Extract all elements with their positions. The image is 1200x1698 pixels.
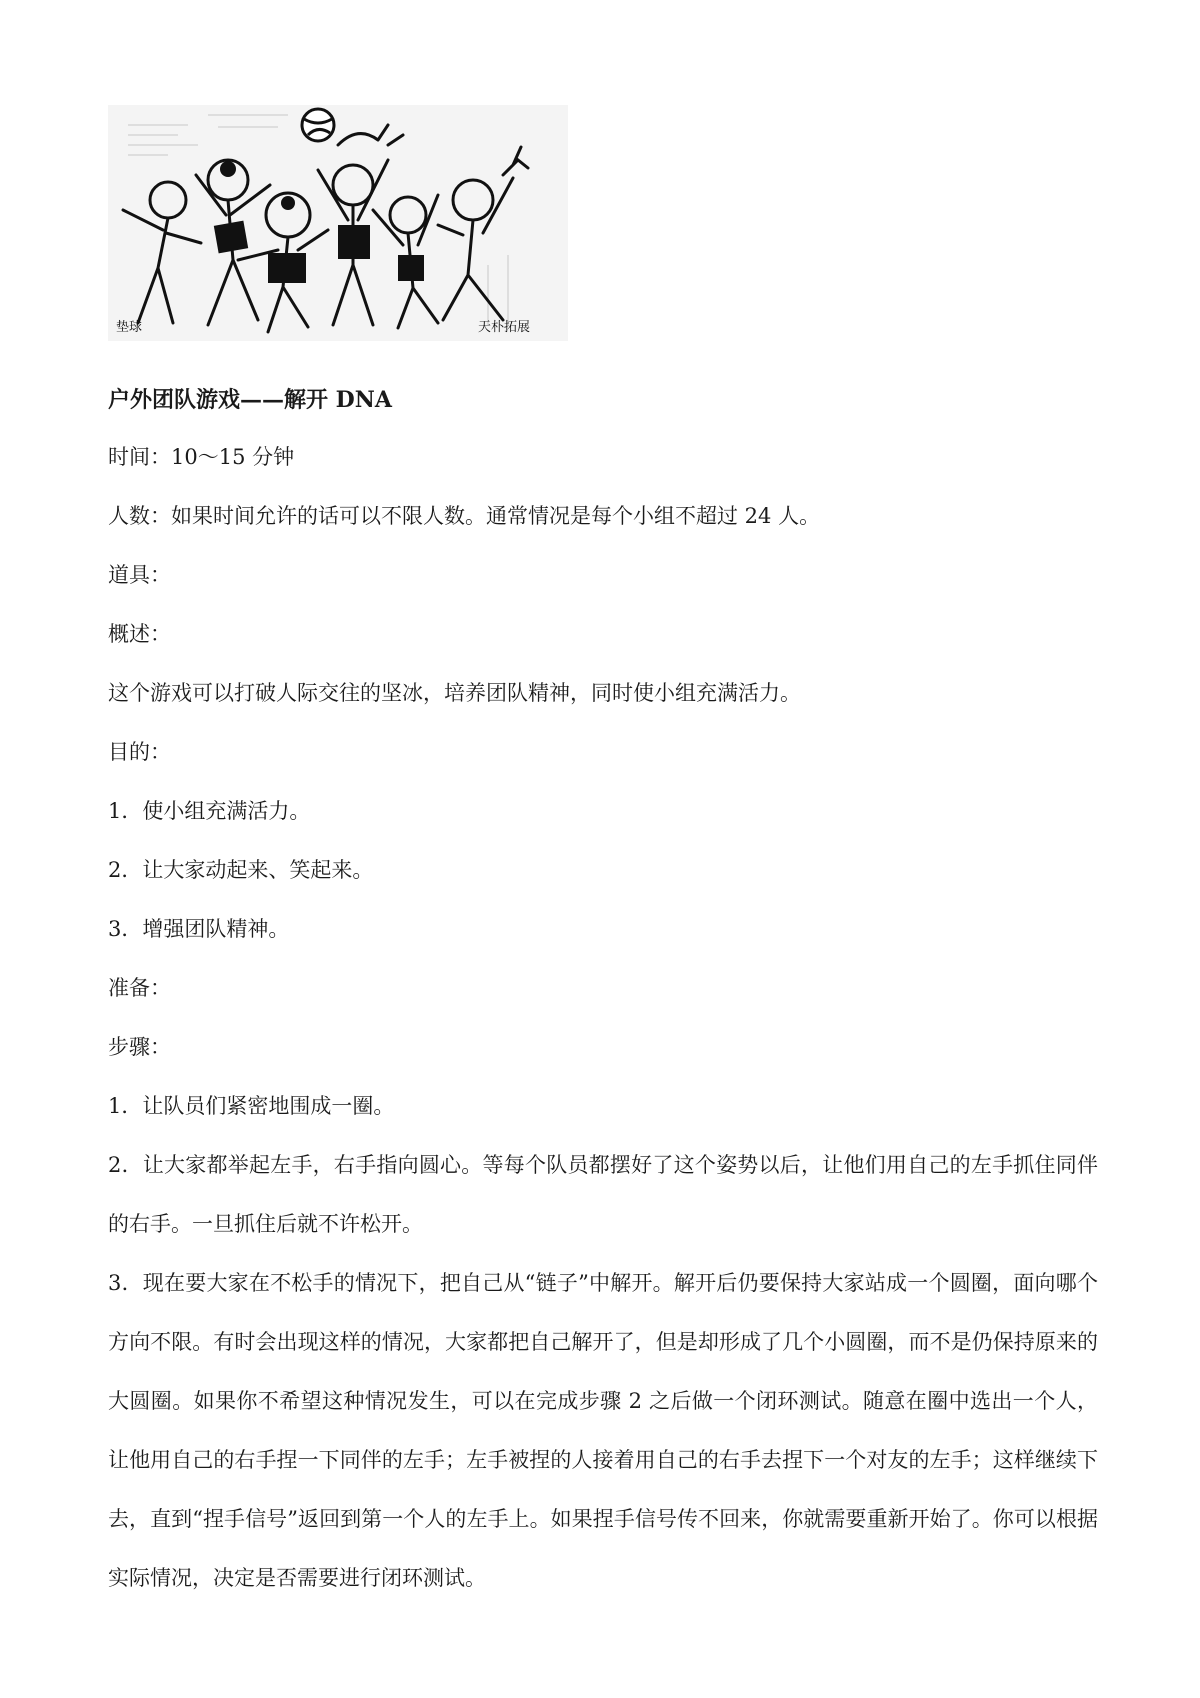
step-item: 1．让队员们紧密地围成一圈。 [108,1094,395,1118]
volleyball-cartoon-illustration [108,105,568,341]
ball [302,109,334,141]
caption-right: 天朴拓展 [478,320,531,335]
overview-text: 这个游戏可以打破人际交往的坚冰，培养团队精神，同时使小组充满活力。 [108,681,801,705]
people-line: 人数：如果时间允许的话可以不限人数。通常情况是每个小组不超过 24 人。 [108,504,821,528]
overview-label: 概述： [108,622,171,646]
prep-label: 准备： [108,976,171,1000]
document-body [108,372,1098,1608]
document-title: 户外团队游戏——解开 DNA [108,387,392,413]
cartoon-drawing [108,105,568,341]
steps-label: 步骤： [108,1035,171,1059]
purpose-item: 2．让大家动起来、笑起来。 [108,858,374,882]
caption-left: 垫球 [116,320,143,335]
purpose-label: 目的： [108,740,171,764]
step-item: 3．现在要大家在不松手的情况下，把自己从“链子”中解开。解开后仍要保持大家站成一个圆圈，面向哪个方向不限。有时会出现这样的情况，大家都把自己解开了，但是却形成了几个小圆圈，而不是仍保持原来的大圆圈。如果你不希望这种情况发生，可以在完成步骤 2 之后做一个闭环测试。随意在圈中选出一个人，让他用自己的右手捏一下同伴的左手；左手被捏的人接着用自己的右手去捏下一个对友的左手；这样继续下去，直到“捏手信号”返回到第一个人的左手上。如果捏手信号传不回来，你就需要重新开始了。你可以根据实际情况，决定是否需要进行闭环测试。 [108,1271,1098,1590]
time-line: 时间：10～15 分钟 [108,445,295,469]
step-item: 2．让大家都举起左手，右手指向圆心。等每个队员都摆好了这个姿势以后，让他们用自己的左手抓住同伴的右手。一旦抓住后就不许松开。 [108,1153,1098,1236]
props-label: 道具： [108,563,171,587]
purpose-item: 1．使小组充满活力。 [108,799,311,823]
steps-list [108,1077,1098,1608]
purpose-item: 3．增强团队精神。 [108,917,290,941]
